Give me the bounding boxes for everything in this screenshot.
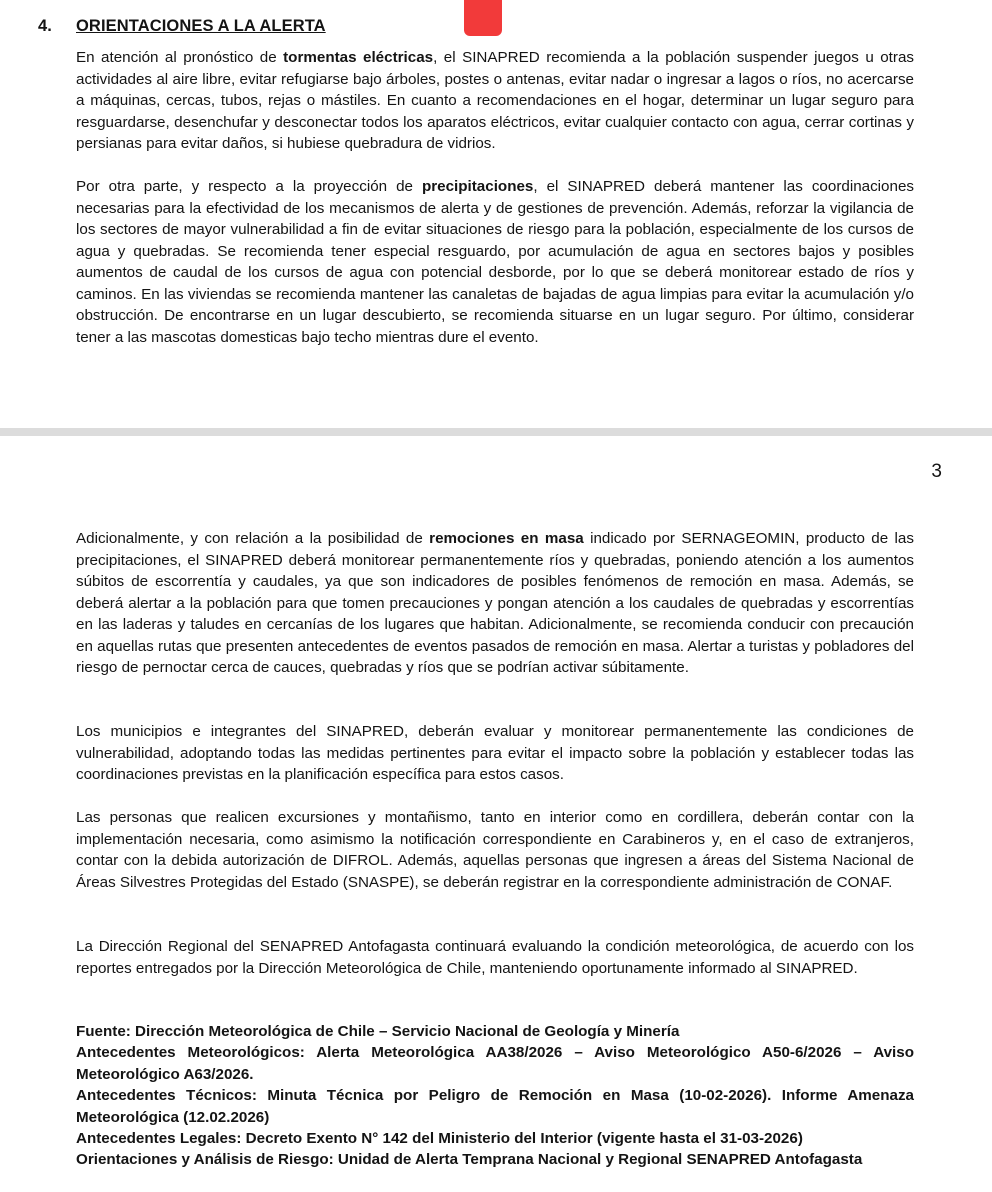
paragraph-precipitaciones (76, 176, 914, 348)
section-number: 4. (38, 17, 52, 35)
page-number: 3 (931, 461, 942, 482)
paragraph-text: indicado por SERNAGEOMIN, producto de las precipitaciones, el SINAPRED deberá monitorear permanentemente ríos y quebradas, poniendo atención a los aumentos súbitos de escorrentía y caudales, ya que son indicadores de posibles fenómenos de remoción en masa. Además, se deberá alertar a la población para que tomen precauciones y pongan atención a los caudales de quebradas y escorrentías en las laderas y taludes en cercanías de los lugares que habitan. Adicionalmente, se recomienda conducir con precaución en aquellas rutas que presenten antecedentes de eventos pasados de remoción en masa. Alertar a turistas y pobladores del riesgo de pernoctar cerca de cauces, quebradas y ríos que se podrían activar súbitamente. (76, 530, 914, 676)
paragraph-text: , el SINAPRED recomienda a la población suspender juegos u otras actividades al aire libre, evitar refugiarse bajo árboles, postes o antenas, evitar nadar o ingresar a lagos o ríos, no acercarse a máquinas, cercas, tubos, rejas o mástiles. En cuanto a recomendaciones en el hogar, determinar un lugar seguro para resguardarse, desenchufar y desconectar todos los aparatos eléctricos, evitar cualquier contacto con agua, cerrar cortinas y persianas para evitar daños, si hubiese quebradura de vidrios. (76, 49, 914, 152)
red-tab-marker (464, 0, 502, 36)
paragraph-tormentas (76, 47, 914, 155)
reference-fuente: Fuente: Dirección Meteorológica de Chile – Servicio Nacional de Geología y Minería (76, 1023, 680, 1040)
document-page-top (0, 0, 992, 428)
reference-orientaciones: Orientaciones y Análisis de Riesgo: Unidad de Alerta Temprana Nacional y Regional SENAPRED Antofagasta (76, 1151, 863, 1169)
section-title: ORIENTACIONES A LA ALERTA (76, 17, 326, 35)
reference-antecedentes-legales: Antecedentes Legales: Decreto Exento N° 142 del Ministerio del Interior (vigente hasta el 31-03-2026) (76, 1130, 803, 1148)
paragraph-bold-term: remociones en masa (429, 530, 584, 547)
paragraph-bold-term: tormentas eléctricas (283, 49, 434, 66)
document-page-bottom (0, 436, 992, 1192)
paragraph-text: En atención al pronóstico de (76, 49, 284, 66)
paragraph-remociones (76, 528, 914, 679)
paragraph-text: Por otra parte, y respecto a la proyección de (76, 178, 422, 195)
paragraph-direccion-regional: La Dirección Regional del SENAPRED Antofagasta continuará evaluando la condición meteorológica, de acuerdo con los reportes entregados por la Dirección Meteorológica de Chile, manteniendo oportunamente informado al SINAPRED. (76, 938, 914, 977)
section-heading (38, 17, 326, 36)
reference-antecedentes-tecnicos: Antecedentes Técnicos: Minuta Técnica por Peligro de Remoción en Masa (10-02-2026). Informe Amenaza Meteorológica (12.02.2026) (76, 1087, 914, 1126)
reference-antecedentes-meteorologicos: Antecedentes Meteorológicos: Alerta Meteorológica AA38/2026 – Aviso Meteorológico A50-6/2026 – Aviso Meteorológico A63/2026. (76, 1044, 914, 1083)
page-divider (0, 428, 992, 436)
paragraph-text: , el SINAPRED deberá mantener las coordinaciones necesarias para la efectividad de los mecanismos de alerta y de gestiones de prevención. Además, reforzar la vigilancia de los sectores de mayor vulnerabilidad a fin de evitar situaciones de riesgo para la población, especialmente de los cursos de agua y quebradas. Se recomienda tener especial resguardo, por acumulación de agua en sectores bajos y posibles aumentos de caudal de los cursos de agua con potencial desborde, por lo que se deberá monitorear estado de ríos y caminos. En las viviendas se recomienda mantener las canaletas de bajadas de agua limpias para evitar la acumulación y/o obstrucción. De encontrarse en un lugar descubierto, se recomienda situarse en un lugar seguro. Por último, considerar tener a las mascotas domesticas bajo techo mientras dure el evento. (76, 178, 914, 346)
paragraph-excursiones: Las personas que realicen excursiones y montañismo, tanto en interior como en cordillera, deberán contar con la implementación necesaria, como asimismo la notificación correspondiente en Carabineros y, en el caso de extranjeros, contar con la debida autorización de DIFROL. Además, aquellas personas que ingresen a áreas del Sistema Nacional de Áreas Silvestres Protegidas del Estado (SNASPE), se deberán registrar en la correspondiente administración de CONAF. (76, 809, 914, 891)
paragraph-bold-term: precipitaciones (421, 178, 534, 195)
paragraph-municipios: Los municipios e integrantes del SINAPRED, deberán evaluar y monitorear permanentemente las condiciones de vulnerabilidad, adoptando todas las medidas pertinentes para evitar el impacto sobre la población y establecer todas las coordinaciones previstas en la planificación específica para estos casos. (76, 723, 914, 783)
paragraph-text: Adicionalmente, y con relación a la posibilidad de (76, 530, 430, 547)
references-block (76, 1021, 914, 1171)
